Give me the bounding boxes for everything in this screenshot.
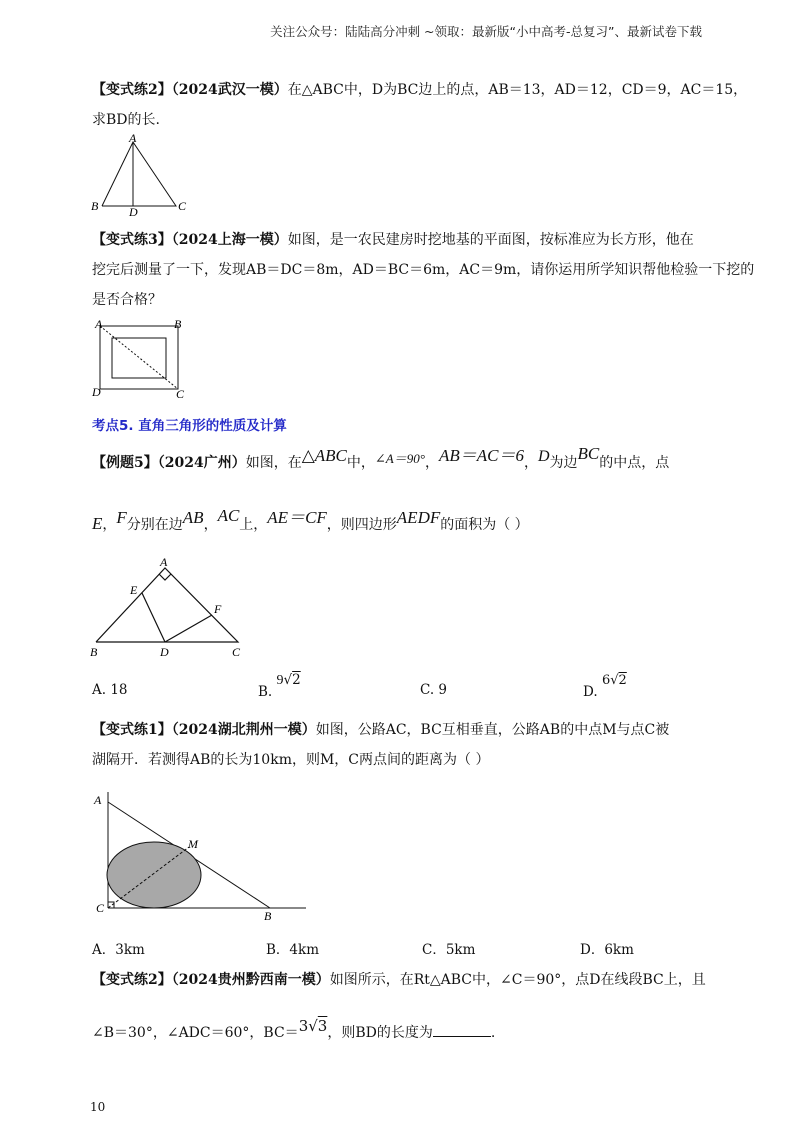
right-triangle-aedf-figure xyxy=(88,554,248,660)
svg-text:C: C xyxy=(178,199,187,213)
svg-text:A: A xyxy=(95,317,103,331)
svg-text:D: D xyxy=(129,205,138,218)
ex3-shanghai-line2: 挖完后测量了一下，发现AB＝DC＝8m，AD＝BC＝6m，AC＝9m，请你运用所学知识帮他检验一下挖的 xyxy=(92,262,755,278)
ex2-wuhan-line1: 【变式练2】（2024武汉一模）在△ABC中，D为BC边上的点，AB＝13，AD＝12，CD＝9，AC＝15， xyxy=(92,82,748,98)
svg-text:C: C xyxy=(96,901,105,915)
example5-option-a: A. 18 xyxy=(92,682,128,698)
ex2-guizhou-line1: 【变式练2】（2024贵州黔西南一模）如图所示，在Rt△ABC中，∠C＝90°，点D在线段BC上，且 xyxy=(92,972,706,988)
answer-blank[interactable] xyxy=(433,1024,491,1037)
section-title: 考点5. 直角三角形的性质及计算 xyxy=(92,418,287,434)
svg-text:B: B xyxy=(174,317,182,331)
example5-line2: E，F分别在边AB，AC上，AE＝CF，则四边形AEDF的面积为（ ） xyxy=(92,506,529,533)
svg-text:C: C xyxy=(232,645,241,659)
lake-road-figure xyxy=(92,786,312,922)
svg-text:A: A xyxy=(129,134,137,145)
example5-option-c: C. 9 xyxy=(420,682,448,698)
svg-text:M: M xyxy=(188,837,198,851)
ex1-option-a: A．3km xyxy=(92,942,145,958)
svg-text:D: D xyxy=(92,385,101,399)
ex3-shanghai-line1: 【变式练3】（2024上海一模）如图，是一农民建房时挖地基的平面图，按标准应为长方形，他在 xyxy=(92,232,694,248)
ex1-option-c: C．5km xyxy=(422,942,476,958)
ex1-hubei-line2: 湖隔开．若测得AB的长为10km，则M，C两点间的距离为（ ） xyxy=(92,752,490,768)
svg-text:B: B xyxy=(90,645,98,659)
svg-text:D: D xyxy=(160,645,169,659)
page-number: 10 xyxy=(90,1100,106,1114)
svg-text:C: C xyxy=(176,387,185,400)
triangle-abd-figure xyxy=(88,134,198,218)
foundation-plan-figure xyxy=(90,316,190,400)
svg-text:E: E xyxy=(130,583,138,597)
ex2-wuhan-line2: 求BD的长. xyxy=(92,112,160,128)
svg-text:A: A xyxy=(94,793,102,807)
example5-option-b: B. 9√2 xyxy=(258,672,301,700)
svg-text:F: F xyxy=(214,602,222,616)
svg-text:B: B xyxy=(264,909,272,922)
example5-line1: 【例题5】（2024广州）如图，在△ABC中，∠A＝90°，AB＝AC＝6，D为边BC的中点，点 xyxy=(92,444,670,471)
ex1-hubei-line1: 【变式练1】（2024湖北荆州一模）如图，公路AC，BC互相垂直，公路AB的中点M与点C被 xyxy=(92,722,670,738)
ex2-guizhou-line2: ∠B＝30°，∠ADC＝60°，BC＝3√3，则BD的长度为 . xyxy=(92,1017,496,1041)
page-header: 关注公众号：陆陆高分冲刺 ~领取：最新版“小中高考-总复习”、最新试卷下载 xyxy=(270,24,702,39)
ex1-option-b: B．4km xyxy=(266,942,319,958)
svg-text:A: A xyxy=(160,555,168,569)
svg-text:B: B xyxy=(91,199,99,213)
ex3-shanghai-line3: 是否合格？ xyxy=(92,292,162,308)
example5-option-d: D. 6√2 xyxy=(583,673,627,700)
ex1-option-d: D．6km xyxy=(580,942,634,958)
